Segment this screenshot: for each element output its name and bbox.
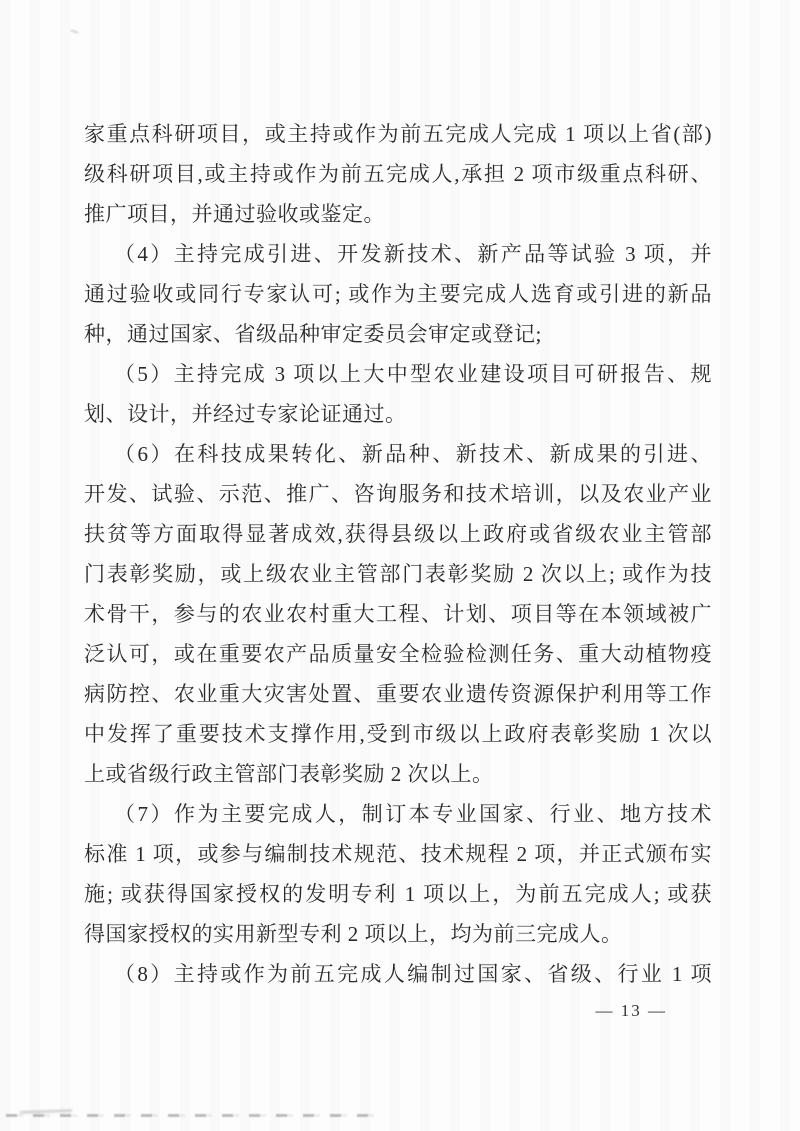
text-line: （7）作为主要完成人，制订本专业国家、行业、地方技术 (114, 802, 712, 826)
text-line: 标准 1 项，或参与编制技术规范、技术规程 2 项，并正式颁布实 (84, 842, 712, 866)
text-line: 上或省级行政主管部门表彰奖励 2 次以上。 (84, 762, 494, 786)
text-line: 病防控、农业重大灾害处置、重要农业遗传资源保护利用等工作 (84, 682, 712, 706)
scan-smudge-line (6, 1114, 382, 1117)
text-line: （5）主持完成 3 项以上大中型农业建设项目可研报告、规 (114, 362, 712, 386)
text-line: （4）主持完成引进、开发新技术、新产品等试验 3 项，并 (114, 242, 712, 266)
page-number: — 13 — (595, 1001, 667, 1020)
text-line: 得国家授权的实用新型专利 2 项以上，均为前三完成人。 (84, 922, 623, 946)
text-line: 种，通过国家、省级品种审定委员会审定或登记; (84, 322, 542, 346)
text-line: 施; 或获得国家授权的发明专利 1 项以上，为前五完成人; 或获 (84, 882, 712, 906)
text-line: 扶贫等方面取得显著成效,获得县级以上政府或省级农业主管部 (84, 522, 712, 546)
document-body (84, 114, 712, 994)
text-line: 级科研项目,或主持或作为前五完成人,承担 2 项市级重点科研、 (84, 162, 712, 186)
text-line: 中发挥了重要技术支撑作用,受到市级以上政府表彰奖励 1 次以 (84, 722, 712, 746)
text-line: 通过验收或同行专家认可; 或作为主要完成人选育或引进的新品 (84, 282, 712, 306)
text-line: 术骨干，参与的农业农村重大工程、计划、项目等在本领域被广 (84, 602, 712, 626)
text-line: 家重点科研项目，或主持或作为前五完成人完成 1 项以上省(部) (84, 122, 712, 146)
text-line: （8）主持或作为前五完成人编制过国家、省级、行业 1 项 (114, 962, 712, 986)
scan-speck (70, 29, 79, 35)
text-line: （6）在科技成果转化、新品种、新技术、新成果的引进、 (114, 442, 712, 466)
text-line: 推广项目，并通过验收或鉴定。 (84, 202, 385, 226)
text-line: 划、设计，并经过专家论证通过。 (84, 402, 407, 426)
text-line: 泛认可，或在重要农产品质量安全检验检测任务、重大动植物疫 (84, 642, 712, 666)
text-line: 门表彰奖励，或上级农业主管部门表彰奖励 2 次以上; 或作为技 (84, 562, 712, 586)
text-line: 开发、试验、示范、推广、咨询服务和技术培训，以及农业产业 (84, 482, 712, 506)
